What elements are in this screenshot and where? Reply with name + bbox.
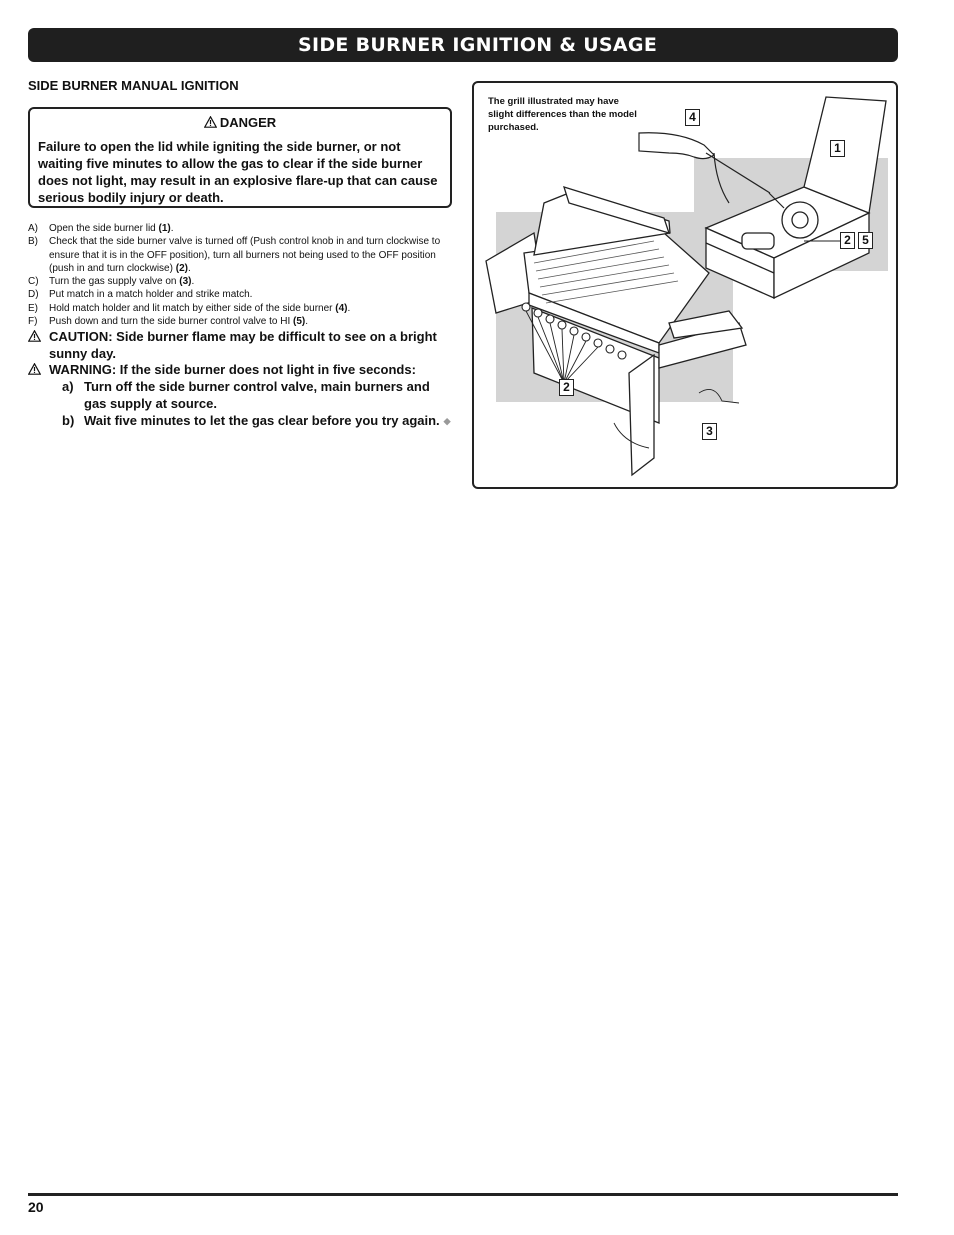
figure-note: The grill illustrated may have slight differences than the model purchased.	[488, 96, 637, 133]
callout-5: 5	[858, 232, 873, 249]
callout-4: 4	[685, 109, 700, 126]
warning-substeps	[62, 378, 452, 430]
step-item: E) Hold match holder and lit match by either side of the side burner (4).	[28, 302, 351, 314]
callout-2: 2	[840, 232, 855, 249]
step-item: A) Open the side burner lid (1).	[28, 223, 174, 234]
section-title: SIDE BURNER MANUAL IGNITION	[28, 78, 239, 93]
title-banner	[28, 28, 898, 62]
callout-2-knobs: 2	[559, 379, 574, 396]
page-title: SIDE BURNER IGNITION & USAGE	[298, 34, 658, 56]
caution-notice	[28, 328, 452, 362]
step-item: D) Put match in a match holder and strike match.	[28, 289, 253, 301]
danger-title	[38, 115, 442, 130]
grill-illustration	[472, 81, 898, 489]
warning-triangle-icon	[204, 116, 217, 128]
step-item: F) Push down and turn the side burner control valve to HI (5).	[28, 316, 309, 328]
warning-text: WARNING: If the side burner does not light in five seconds:	[49, 362, 416, 377]
warning-triangle-icon	[28, 363, 41, 375]
footer-rule	[28, 1193, 898, 1196]
warning-triangle-icon	[28, 330, 41, 342]
substep-item: a) Turn off the side burner control valve, main burners and gas supply at source.	[62, 379, 430, 411]
page-number: 20	[28, 1199, 44, 1215]
substep-item: b) Wait five minutes to let the gas clear before you try again. ◆	[62, 413, 451, 428]
ignition-steps	[28, 222, 452, 328]
end-mark-icon: ◆	[443, 416, 451, 426]
step-item: C) Turn the gas supply valve on (3).	[28, 276, 195, 288]
callout-3: 3	[702, 423, 717, 440]
caution-text: CAUTION: Side burner flame may be difficult to see on a bright sunny day.	[49, 329, 437, 361]
danger-title-text: DANGER	[219, 115, 277, 130]
danger-box	[28, 107, 452, 208]
callout-1: 1	[830, 140, 845, 157]
warning-notice	[28, 361, 452, 378]
danger-body: Failure to open the lid while igniting the side burner, or not waiting five minutes to allow the gas to clear if the side burner does not light, may result in an explosive flare-up that can cause serious bodily injury or death.	[38, 139, 438, 205]
step-item: B) Check that the side burner valve is turned off (Push control knob in and turn clockwise to ensure that it is in the OFF position), turn all burners not being used to the OFF position (push in and turn clockwise) (2).	[28, 236, 441, 274]
